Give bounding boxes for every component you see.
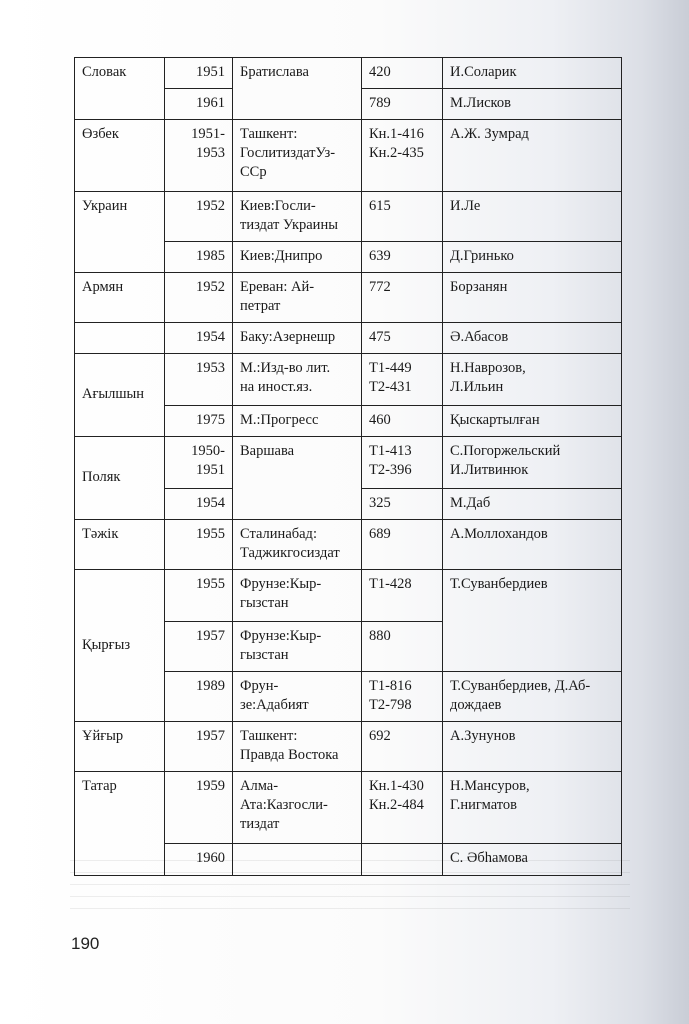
cell-text: А.Ж. Зумрад bbox=[450, 126, 529, 142]
table-row bbox=[75, 772, 622, 844]
cell-text: М.Лисков bbox=[450, 95, 511, 111]
publisher-cell bbox=[233, 622, 362, 672]
table-row bbox=[75, 323, 622, 354]
language-cell bbox=[75, 570, 165, 722]
cell-text: 789 bbox=[369, 95, 391, 111]
cell-text: Украин bbox=[82, 198, 128, 214]
cell-text: Сталинабад: bbox=[240, 526, 317, 542]
translator-cell bbox=[443, 89, 622, 120]
cell-text: Қыскартылған bbox=[450, 412, 540, 428]
cell-text: Г.нигматов bbox=[450, 797, 518, 813]
year-cell bbox=[165, 722, 233, 772]
pages-cell bbox=[362, 489, 443, 520]
cell-text: 1952 bbox=[196, 279, 225, 295]
language-cell bbox=[75, 772, 165, 876]
cell-text: 1953 bbox=[196, 145, 225, 161]
translator-cell bbox=[443, 672, 622, 722]
pages-cell bbox=[362, 844, 443, 876]
translator-cell bbox=[443, 489, 622, 520]
table-row bbox=[75, 570, 622, 622]
language-cell bbox=[75, 437, 165, 520]
cell-text: 460 bbox=[369, 412, 391, 428]
cell-text: С.Погоржельский bbox=[450, 443, 561, 459]
translator-cell bbox=[443, 772, 622, 844]
cell-text: 325 bbox=[369, 495, 391, 511]
language-cell bbox=[75, 323, 165, 354]
cell-text: 1985 bbox=[196, 248, 225, 264]
cell-text: Ә.Абасов bbox=[450, 329, 509, 345]
cell-text: Кн.1-430 bbox=[369, 778, 424, 794]
pages-cell bbox=[362, 722, 443, 772]
year-cell bbox=[165, 570, 233, 622]
cell-text: 1951- bbox=[191, 126, 225, 142]
pages-cell bbox=[362, 242, 443, 273]
cell-text: 1954 bbox=[196, 495, 225, 511]
cell-text: Ереван: Ай- bbox=[240, 279, 315, 295]
pages-cell bbox=[362, 120, 443, 192]
language-cell bbox=[75, 58, 165, 120]
year-cell bbox=[165, 437, 233, 489]
cell-text: Баку:Азернешр bbox=[240, 329, 336, 345]
year-cell bbox=[165, 323, 233, 354]
translator-cell bbox=[443, 323, 622, 354]
table-row bbox=[75, 354, 622, 406]
cell-text: гызстан bbox=[240, 647, 289, 663]
pages-cell bbox=[362, 89, 443, 120]
cell-text: Ұйғыр bbox=[82, 728, 124, 744]
publisher-cell bbox=[233, 672, 362, 722]
cell-text: Т2-431 bbox=[369, 379, 412, 395]
language-cell bbox=[75, 192, 165, 273]
cell-text: тиздат Украины bbox=[240, 217, 338, 233]
cell-text: 692 bbox=[369, 728, 391, 744]
cell-text: А.Зунунов bbox=[450, 728, 516, 744]
cell-text: зе:Адабият bbox=[240, 697, 309, 713]
translator-cell bbox=[443, 354, 622, 406]
translator-cell bbox=[443, 192, 622, 242]
cell-text: Т1-449 bbox=[369, 360, 412, 376]
cell-text: Т.Суванбердиев bbox=[450, 576, 548, 592]
cell-text: Борзанян bbox=[450, 279, 508, 295]
publisher-cell bbox=[233, 722, 362, 772]
publisher-cell bbox=[233, 273, 362, 323]
translator-cell bbox=[443, 844, 622, 876]
cell-text: И.Литвинюк bbox=[450, 462, 529, 478]
publisher-cell bbox=[233, 242, 362, 273]
publisher-cell bbox=[233, 323, 362, 354]
cell-text: Л.Ильин bbox=[450, 379, 504, 395]
year-cell bbox=[165, 58, 233, 89]
cell-text: Т1-428 bbox=[369, 576, 412, 592]
year-cell bbox=[165, 120, 233, 192]
table-row bbox=[75, 520, 622, 570]
cell-text: А.Моллохандов bbox=[450, 526, 548, 542]
cell-text: гызстан bbox=[240, 595, 289, 611]
year-cell bbox=[165, 242, 233, 273]
publisher-cell bbox=[233, 192, 362, 242]
cell-text: Поляк bbox=[82, 469, 121, 485]
translator-cell bbox=[443, 58, 622, 89]
cell-text: 1951 bbox=[196, 462, 225, 478]
translations-table bbox=[74, 57, 622, 876]
cell-text: Н.Наврозов, bbox=[450, 360, 526, 376]
language-cell bbox=[75, 120, 165, 192]
cell-text: Кн.2-435 bbox=[369, 145, 424, 161]
table-row bbox=[75, 58, 622, 89]
cell-text: 1955 bbox=[196, 576, 225, 592]
publisher-cell bbox=[233, 120, 362, 192]
cell-text: 1961 bbox=[196, 95, 225, 111]
year-cell bbox=[165, 672, 233, 722]
cell-text: Таджикгосиздат bbox=[240, 545, 340, 561]
pages-cell bbox=[362, 672, 443, 722]
cell-text: 880 bbox=[369, 628, 391, 644]
translator-cell bbox=[443, 520, 622, 570]
table-row bbox=[75, 722, 622, 772]
cell-text: Өзбек bbox=[82, 126, 119, 142]
year-cell bbox=[165, 89, 233, 120]
cell-text: 615 bbox=[369, 198, 391, 214]
cell-text: ССр bbox=[240, 164, 267, 180]
cell-text: Қырғыз bbox=[82, 636, 131, 653]
cell-text: Т2-396 bbox=[369, 462, 412, 478]
cell-text: 1950- bbox=[191, 443, 225, 459]
cell-text: Н.Мансуров, bbox=[450, 778, 530, 794]
pages-cell bbox=[362, 520, 443, 570]
cell-text: 1959 bbox=[196, 778, 225, 794]
cell-text: Тәжік bbox=[82, 526, 119, 542]
cell-text: 475 bbox=[369, 329, 391, 345]
cell-text: Кн.2-484 bbox=[369, 797, 424, 813]
cell-text: Татар bbox=[82, 778, 117, 794]
language-cell bbox=[75, 722, 165, 772]
year-cell bbox=[165, 520, 233, 570]
table-row bbox=[75, 120, 622, 192]
publisher-cell bbox=[233, 58, 362, 120]
cell-text: Варшава bbox=[240, 443, 295, 459]
language-cell bbox=[75, 354, 165, 437]
year-cell bbox=[165, 406, 233, 437]
cell-text: 772 bbox=[369, 279, 391, 295]
cell-text: петрат bbox=[240, 298, 281, 314]
pages-cell bbox=[362, 772, 443, 844]
cell-text: на иност.яз. bbox=[240, 379, 313, 395]
cell-text: Т1-816 bbox=[369, 678, 412, 694]
pages-cell bbox=[362, 570, 443, 622]
publisher-cell bbox=[233, 354, 362, 406]
page-number: 190 bbox=[71, 934, 100, 953]
cell-text: Словак bbox=[82, 64, 127, 80]
cell-text: И.Ле bbox=[450, 198, 481, 214]
year-cell bbox=[165, 354, 233, 406]
cell-text: тиздат bbox=[240, 816, 280, 832]
publisher-cell bbox=[233, 520, 362, 570]
cell-text: Киев:Днипро bbox=[240, 248, 323, 264]
cell-text: ГослитиздатУз- bbox=[240, 145, 336, 161]
pages-cell bbox=[362, 323, 443, 354]
cell-text: Т2-798 bbox=[369, 697, 412, 713]
cell-text: Ата:Казгосли- bbox=[240, 797, 328, 813]
table-row bbox=[75, 437, 622, 489]
pages-cell bbox=[362, 354, 443, 406]
cell-text: 420 bbox=[369, 64, 391, 80]
publisher-cell bbox=[233, 437, 362, 520]
translator-cell bbox=[443, 570, 622, 672]
cell-text: И.Соларик bbox=[450, 64, 517, 80]
publisher-cell bbox=[233, 772, 362, 844]
cell-text: 1954 bbox=[196, 329, 225, 345]
language-cell bbox=[75, 520, 165, 570]
pages-cell bbox=[362, 192, 443, 242]
cell-text: 1957 bbox=[196, 628, 225, 644]
year-cell bbox=[165, 489, 233, 520]
cell-text: М.:Прогресс bbox=[240, 412, 319, 428]
cell-text: 1957 bbox=[196, 728, 225, 744]
cell-text: Т1-413 bbox=[369, 443, 412, 459]
language-cell bbox=[75, 273, 165, 323]
cell-text: Фрун- bbox=[240, 678, 279, 694]
pages-cell bbox=[362, 437, 443, 489]
cell-text: 639 bbox=[369, 248, 391, 264]
pages-cell bbox=[362, 406, 443, 437]
cell-text: 1951 bbox=[196, 64, 225, 80]
cell-text: С. Әбһамова bbox=[450, 850, 528, 866]
cell-text: 689 bbox=[369, 526, 391, 542]
cell-text: Киев:Госли- bbox=[240, 198, 316, 214]
year-cell bbox=[165, 622, 233, 672]
cell-text: Кн.1-416 bbox=[369, 126, 424, 142]
pages-cell bbox=[362, 622, 443, 672]
cell-text: Ташкент: bbox=[240, 728, 298, 744]
translator-cell bbox=[443, 120, 622, 192]
year-cell bbox=[165, 273, 233, 323]
cell-text: 1955 bbox=[196, 526, 225, 542]
cell-text: Фрунзе:Кыр- bbox=[240, 628, 322, 644]
cell-text: Ташкент: bbox=[240, 126, 298, 142]
cell-text: М.:Изд-во лит. bbox=[240, 360, 331, 376]
cell-text: 1989 bbox=[196, 678, 225, 694]
cell-text: 1953 bbox=[196, 360, 225, 376]
cell-text: Т.Суванбердиев, Д.Аб- bbox=[450, 678, 591, 694]
cell-text: Армян bbox=[82, 279, 124, 295]
translator-cell bbox=[443, 273, 622, 323]
year-cell bbox=[165, 844, 233, 876]
translator-cell bbox=[443, 437, 622, 489]
cell-text: Фрунзе:Кыр- bbox=[240, 576, 322, 592]
cell-text: Алма- bbox=[240, 778, 279, 794]
translator-cell bbox=[443, 242, 622, 273]
year-cell bbox=[165, 192, 233, 242]
translator-cell bbox=[443, 406, 622, 437]
publisher-cell bbox=[233, 844, 362, 876]
publisher-cell bbox=[233, 570, 362, 622]
cell-text: Правда Востока bbox=[240, 747, 339, 763]
table-row bbox=[75, 273, 622, 323]
table-row bbox=[75, 192, 622, 242]
cell-text: Д.Гринько bbox=[450, 248, 514, 264]
pages-cell bbox=[362, 273, 443, 323]
cell-text: 1952 bbox=[196, 198, 225, 214]
cell-text: 1960 bbox=[196, 850, 225, 866]
publisher-cell bbox=[233, 406, 362, 437]
cell-text: М.Даб bbox=[450, 495, 491, 511]
pages-cell bbox=[362, 58, 443, 89]
cell-text: 1975 bbox=[196, 412, 225, 428]
cell-text: дождаев bbox=[450, 697, 502, 713]
cell-text: Ағылшын bbox=[82, 386, 145, 402]
cell-text: Братислава bbox=[240, 64, 309, 80]
translator-cell bbox=[443, 722, 622, 772]
year-cell bbox=[165, 772, 233, 844]
